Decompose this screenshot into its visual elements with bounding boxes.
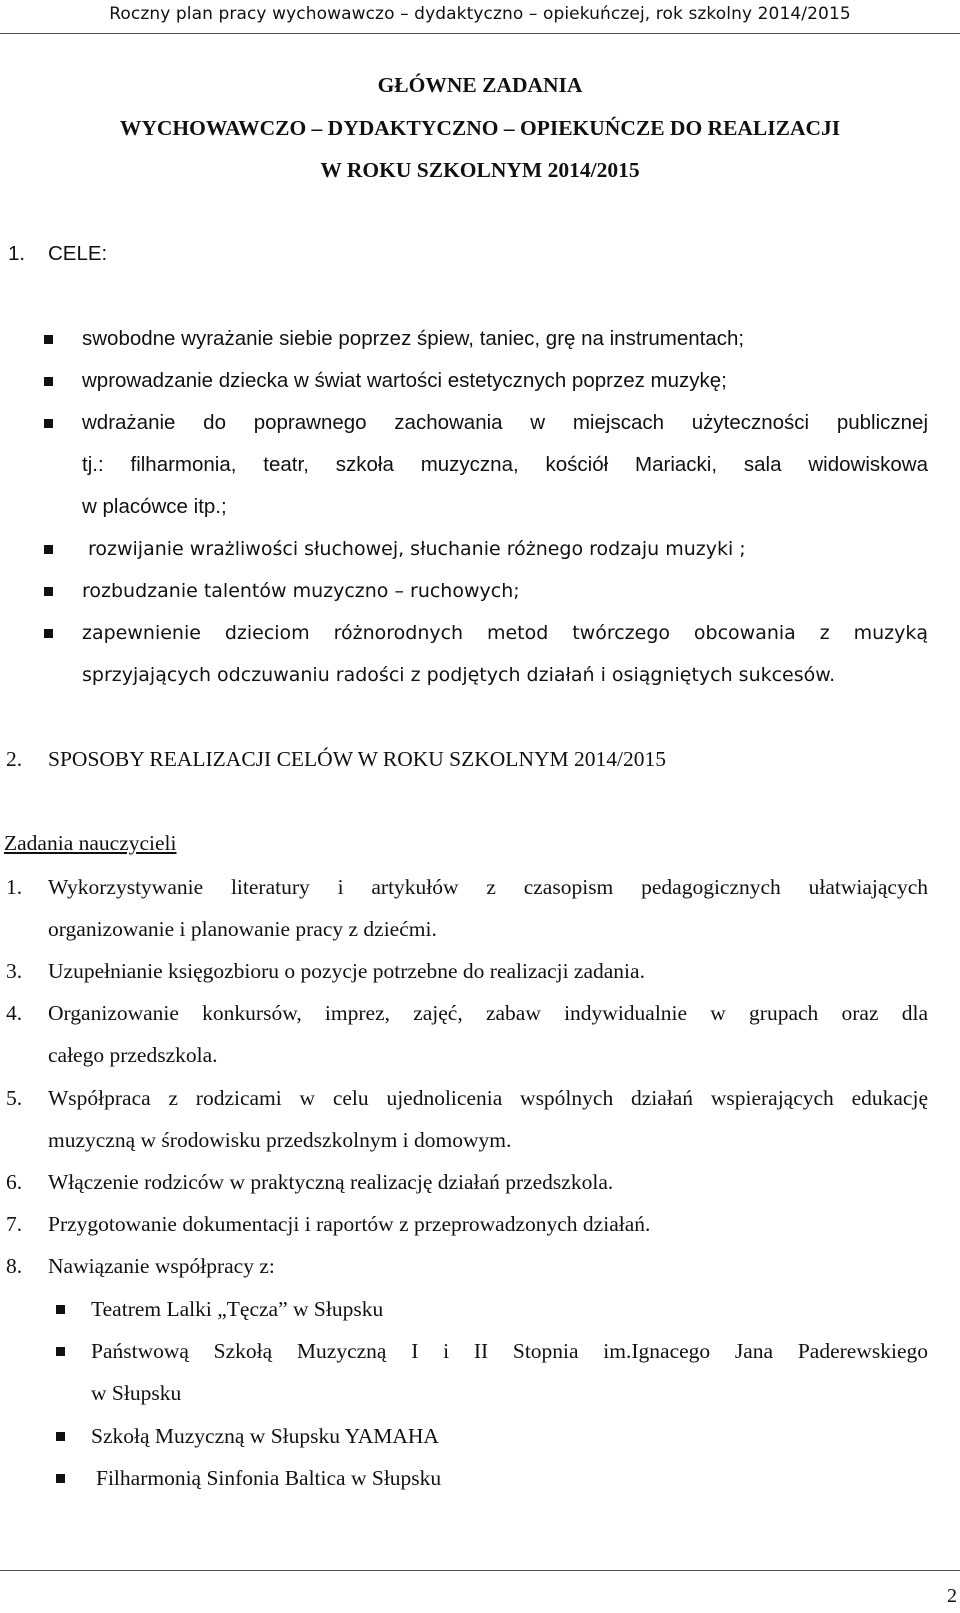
task-number: 8. bbox=[6, 1254, 23, 1278]
header-rule bbox=[0, 33, 960, 34]
task-number: 6. bbox=[6, 1170, 23, 1194]
section-1-number: 1. bbox=[8, 242, 26, 265]
task-number: 3. bbox=[6, 959, 23, 983]
partner-line: w Słupsku bbox=[91, 1381, 182, 1405]
task-number: 4. bbox=[6, 1001, 23, 1025]
bullet-icon bbox=[44, 545, 53, 554]
title-line-1: GŁÓWNE ZADANIA bbox=[377, 73, 583, 97]
title-line-3: W ROKU SZKOLNYM 2014/2015 bbox=[320, 158, 640, 182]
task-line: Włączenie rodziców w praktyczną realizację działań przedszkola. bbox=[48, 1170, 614, 1194]
goal-line: w placówce itp.; bbox=[82, 495, 227, 518]
task-line: całego przedszkola. bbox=[48, 1043, 218, 1067]
bullet-icon bbox=[56, 1432, 65, 1441]
task-line: Organizowanie konkursów, imprez, zajęć, zabaw indywidualnie w grupach oraz dla bbox=[48, 1001, 928, 1025]
task-line: Wykorzystywanie literatury i artykułów z czasopism pedagogicznych ułatwiających bbox=[48, 875, 928, 899]
partner-line: Filharmonią Sinfonia Baltica w Słupsku bbox=[96, 1466, 442, 1490]
bullet-icon bbox=[56, 1474, 65, 1483]
task-line: Nawiązanie współpracy z: bbox=[48, 1254, 275, 1278]
bullet-icon bbox=[44, 335, 53, 344]
task-number: 5. bbox=[6, 1086, 23, 1110]
task-line: Współpraca z rodzicami w celu ujednolicenia wspólnych działań wspierających edukację bbox=[48, 1086, 928, 1110]
partner-line: Państwową Szkołą Muzyczną I i II Stopnia im.Ignacego Jana Paderewskiego bbox=[91, 1339, 928, 1363]
partner-line: Szkołą Muzyczną w Słupsku YAMAHA bbox=[91, 1424, 439, 1448]
section-2-number: 2. bbox=[6, 747, 23, 771]
bullet-icon bbox=[44, 587, 53, 596]
goal-line: rozwijanie wrażliwości słuchowej, słuchanie różnego rodzaju muzyki ; bbox=[88, 538, 746, 560]
task-number: 1. bbox=[6, 875, 23, 899]
goal-line: wdrażanie do poprawnego zachowania w miejscach użyteczności publicznej bbox=[82, 411, 928, 434]
task-line: organizowanie i planowanie pracy z dziećmi. bbox=[48, 917, 437, 941]
bullet-icon bbox=[44, 629, 53, 638]
goal-line: wprowadzanie dziecka w świat wartości estetycznych poprzez muzykę; bbox=[82, 369, 727, 392]
task-line: Uzupełnianie księgozbioru o pozycje potrzebne do realizacji zadania. bbox=[48, 959, 645, 983]
goal-line: zapewnienie dzieciom różnorodnych metod twórczego obcowania z muzyką bbox=[82, 622, 928, 644]
bullet-icon bbox=[44, 377, 53, 386]
section-2-heading: SPOSOBY REALIZACJI CELÓW W ROKU SZKOLNYM 2014/2015 bbox=[48, 747, 666, 771]
subheading-teacher-tasks: Zadania nauczycieli bbox=[4, 831, 177, 855]
section-1-heading: CELE: bbox=[48, 242, 108, 265]
bullet-icon bbox=[56, 1305, 65, 1314]
title-line-2: WYCHOWAWCZO – DYDAKTYCZNO – OPIEKUŃCZE DO REALIZACJI bbox=[119, 116, 841, 140]
goal-line: sprzyjających odczuwaniu radości z podjętych działań i osiągniętych sukcesów. bbox=[82, 664, 836, 686]
bullet-icon bbox=[44, 419, 53, 428]
page-number: 2 bbox=[947, 1585, 957, 1607]
task-line: Przygotowanie dokumentacji i raportów z przeprowadzonych działań. bbox=[48, 1212, 651, 1236]
goal-line: swobodne wyrażanie siebie poprzez śpiew, taniec, grę na instrumentach; bbox=[82, 327, 745, 350]
bullet-icon bbox=[56, 1347, 65, 1356]
footer-rule bbox=[0, 1570, 960, 1571]
task-number: 7. bbox=[6, 1212, 23, 1236]
goal-line: tj.: filharmonia, teatr, szkoła muzyczna, kościół Mariacki, sala widowiskowa bbox=[82, 453, 928, 476]
task-line: muzyczną w środowisku przedszkolnym i domowym. bbox=[48, 1128, 512, 1152]
goal-line: rozbudzanie talentów muzyczno – ruchowych; bbox=[82, 580, 520, 602]
partner-line: Teatrem Lalki „Tęcza” w Słupsku bbox=[91, 1297, 384, 1321]
running-header: Roczny plan pracy wychowawczo – dydaktyczno – opiekuńczej, rok szkolny 2014/2015 bbox=[109, 4, 851, 24]
